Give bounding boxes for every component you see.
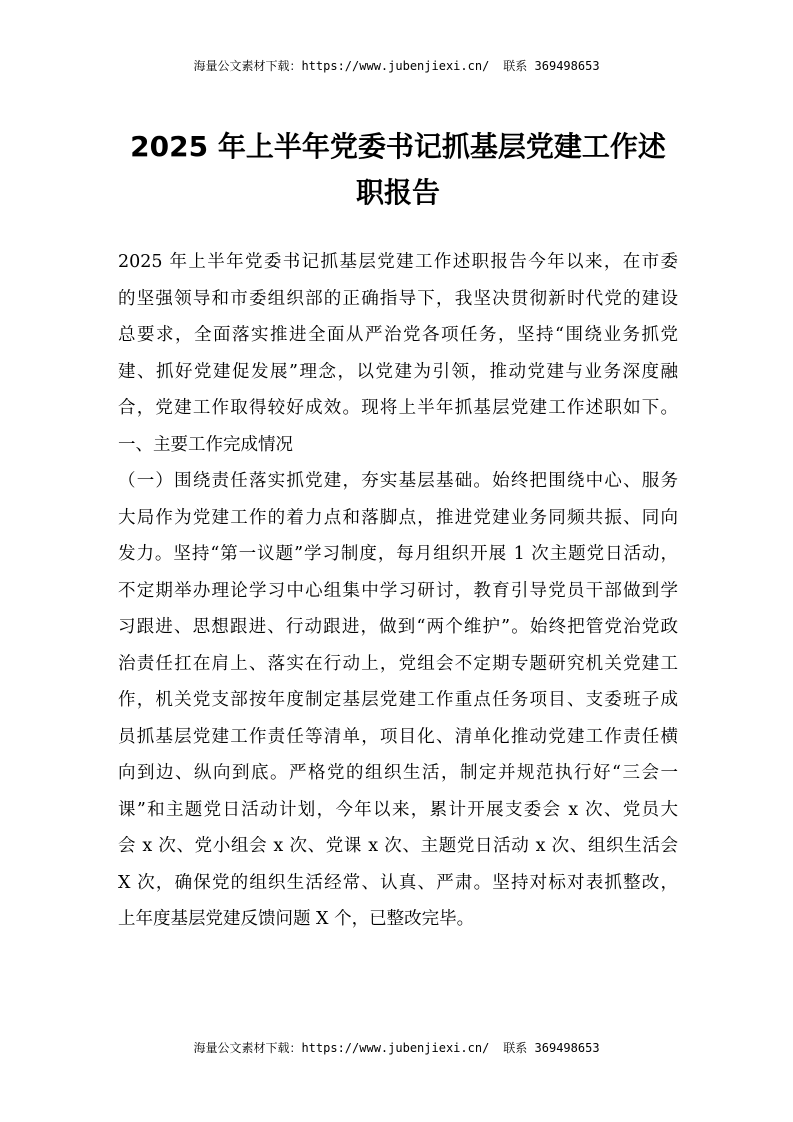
- title-line-1: 2025 年上半年党委书记抓基层党建工作述: [130, 130, 666, 163]
- body-line: 员抓基层党建工作责任等清单，项目化、清单化推动党建工作责任横: [118, 726, 678, 747]
- header-contact-text: 联系 369498653: [503, 59, 600, 73]
- body-line: （一）围绕责任落实抓党建，夯实基层基础。始终把围绕中心、服务: [118, 471, 678, 491]
- body-line: 大局作为党建工作的着力点和落脚点，推进党建业务同频共振、同向: [118, 507, 678, 528]
- body-line: 治责任扛在肩上、落实在行动上，党组会不定期专题研究机关党建工: [118, 653, 678, 674]
- body-line: 课”和主题党日活动计划，今年以来，累计开展支委会 x 次、党员大: [118, 799, 678, 820]
- body-line: 习跟进、思想跟进、行动跟进，做到“两个维护”。始终把管党治党政: [118, 617, 678, 637]
- body-line: 建、抓好党建促发展”理念，以党建为引领，推动党建与业务深度融: [118, 361, 678, 382]
- body-line: 2025 年上半年党委书记抓基层党建工作述职报告今年以来，在市委: [118, 252, 678, 272]
- body-line: 不定期举办理论学习中心组集中学习研讨，教育引导党员干部做到学: [118, 580, 678, 601]
- body-line: 发力。坚持“第一议题”学习制度，每月组织开展 1 次主题党日活动，: [118, 544, 678, 564]
- footer-download-text: 海量公文素材下载：https://www.jubenjiexi.cn/: [193, 1041, 490, 1055]
- body-line: 作，机关党支部按年度制定基层党建工作重点任务项目、支委班子成: [118, 690, 678, 710]
- body-line: X 次，确保党的组织生活经常、认真、严肃。坚持对标对表抓整改，: [118, 872, 678, 893]
- body-line: 合，党建工作取得较好成效。现将上半年抓基层党建工作述职如下。: [118, 398, 678, 418]
- body-line: 总要求，全面落实推进全面从严治党各项任务，坚持“围绕业务抓党: [118, 325, 678, 345]
- title-line-2: 职报告: [355, 176, 440, 209]
- page-header: [0, 58, 793, 74]
- body-line: 的坚强领导和市委组织部的正确指导下，我坚决贯彻新时代党的建设: [118, 288, 678, 309]
- section-heading: 一、主要工作完成情况: [118, 434, 293, 455]
- body-line: 会 x 次、党小组会 x 次、党课 x 次、主题党日活动 x 次、组织生活会: [118, 836, 678, 856]
- body-line: 向到边、纵向到底。严格党的组织生活，制定并规范执行好“三会一: [118, 763, 678, 783]
- document-title: [118, 124, 678, 216]
- header-download-text: 海量公文素材下载：https://www.jubenjiexi.cn/: [193, 59, 490, 73]
- page-footer: [0, 1040, 793, 1056]
- footer-contact-text: 联系 369498653: [503, 1041, 600, 1055]
- document-body: [118, 244, 678, 938]
- body-line: 上年度基层党建反馈问题 X 个，已整改完毕。: [118, 909, 475, 929]
